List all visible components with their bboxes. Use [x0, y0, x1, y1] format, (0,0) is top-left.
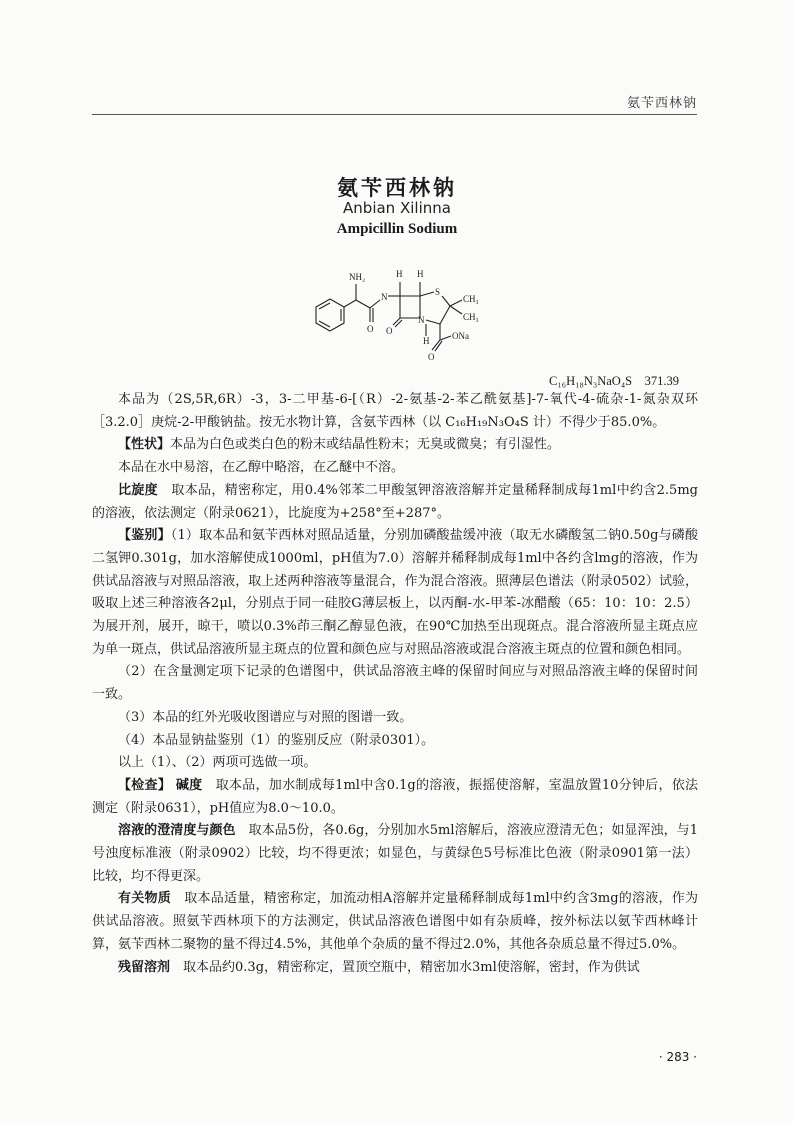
- molecular-formula: C₁₆H₁₈N₃NaO₄S 371.39: [549, 374, 679, 388]
- title-chinese: 氨苄西林钠: [337, 176, 457, 200]
- paragraph: 有关物质 取本品适量，精密称定，加流动相A溶解并定量稀释制成每1ml中约含3mg的溶液，作为供试品溶液。照氨苄西林项下的方法测定，供试品溶液色谱图中如有杂质峰，按外标法以氨苄西林峰计算，氨苄西林二聚物的量不得过4.5%，其他单个杂质的量不得过2.0%，其他各杂质总量不得过5.0%。: [92, 891, 698, 952]
- title-english: Ampicillin Sodium: [336, 221, 458, 237]
- paragraph: 本品为（2S,5R,6R）-3，3-二甲基-6-[（R）-2-氨基-2-苯乙酰氨基]-7-氧代-4-硫杂-1-氮杂双环［3.2.0］庚烷-2-甲酸钠盐。按无水物计算，含氨苄西林（以 C₁₆H₁₉N₃O₄S 计）不得少于85.0%。: [92, 392, 698, 430]
- label-h2: H: [417, 269, 424, 279]
- label-o2: O: [386, 326, 393, 336]
- paragraph: 以上（1）、（2）两项可选做一项。: [118, 755, 317, 771]
- page-number: · 283 ·: [658, 1050, 697, 1064]
- paragraph: 【检查】 碱度 取本品，加水制成每1ml中含0.1g的溶液，振摇使溶解，室温放置10分钟后，依法测定（附录0631），pH值应为8.0～10.0。: [92, 777, 698, 816]
- label-nh2: NH₂: [349, 272, 366, 282]
- running-header: 氨苄西林钠: [626, 96, 697, 111]
- paragraph: 溶液的澄清度与颜色 取本品5份，各0.6g，分别加水5ml溶解后，溶液应澄清无色；如显浑浊，与1号浊度标准液（附录0902）比较，均不得更浓；如显色，与黄绿色5号标准比色液（附录0901第一法）比较，均不得更深。: [92, 823, 698, 884]
- label-n-ring: N: [418, 315, 425, 325]
- paragraph: 【鉴别】（1）取本品和氨苄西林对照品适量，分别加磷酸盐缓冲液（取无水磷酸氢二钠0.50g与磷酸二氢钾0.301g，加水溶解使成1000ml，pH值为7.0）溶解并稀释制成每1ml中各约含lmg的溶液，作为供试品溶液与对照品溶液，取上述两种溶液等量混合，作为混合溶液。照薄层色谱法（附录0502）试验，吸取上述三种溶液各2μl，分别点于同一硅胶G薄层板上，以丙酮-水-甲苯-冰醋酸（65：10：10：2.5）为展开剂，展开，晾干，喷以0.3%茚三酮乙醇显色液，在90℃加热至出现斑点。混合溶液所显主斑点应为单一斑点，供试品溶液所显主斑点的位置和颜色应与对照品溶液或混合溶液主斑点的位置和颜色相同。: [92, 528, 698, 657]
- label-o1: O: [367, 324, 374, 334]
- title-pinyin: Anbian Xilinna: [343, 199, 451, 217]
- paragraph: （4）本品显钠盐鉴别（1）的鉴别反应（附录0301）。: [118, 732, 435, 748]
- chemical-structure: [296, 262, 506, 362]
- header-rule: [92, 114, 697, 115]
- label-h3: H: [423, 336, 430, 346]
- paragraph: 【性状】本品为白色或类白色的粉末或结晶性粉末；无臭或微臭；有引湿性。: [118, 437, 561, 453]
- paragraph: 残留溶剂 取本品约0.3g，精密称定，置顶空瓶中，精密加水3ml使溶解，密封，作为供试: [118, 959, 640, 975]
- label-ch3a: CH₃: [463, 294, 479, 304]
- label-ona: ONa: [452, 331, 469, 341]
- label-o3: O: [428, 352, 435, 362]
- label-n-amide: N: [381, 292, 388, 302]
- paragraph: 本品在水中易溶，在乙醇中略溶，在乙醚中不溶。: [118, 460, 405, 476]
- label-ch3b: CH₃: [463, 312, 479, 322]
- paragraph: （2）在含量测定项下记录的色谱图中，供试品溶液主峰的保留时间应与对照品溶液主峰的保留时间一致。: [92, 664, 698, 703]
- benzene-ring: [316, 299, 344, 331]
- paragraph: 比旋度 取本品，精密称定，用0.4%邻苯二甲酸氢钾溶液溶解并定量稀释制成每1ml中约含2.5mg的溶液，依法测定（附录0621），比旋度为+258°至+287°。: [92, 482, 698, 521]
- paragraph: （3）本品的红外光吸收图谱应与对照的图谱一致。: [118, 709, 413, 725]
- label-s: S: [435, 287, 441, 297]
- monograph-body: [92, 389, 698, 979]
- label-h1: H: [396, 269, 403, 279]
